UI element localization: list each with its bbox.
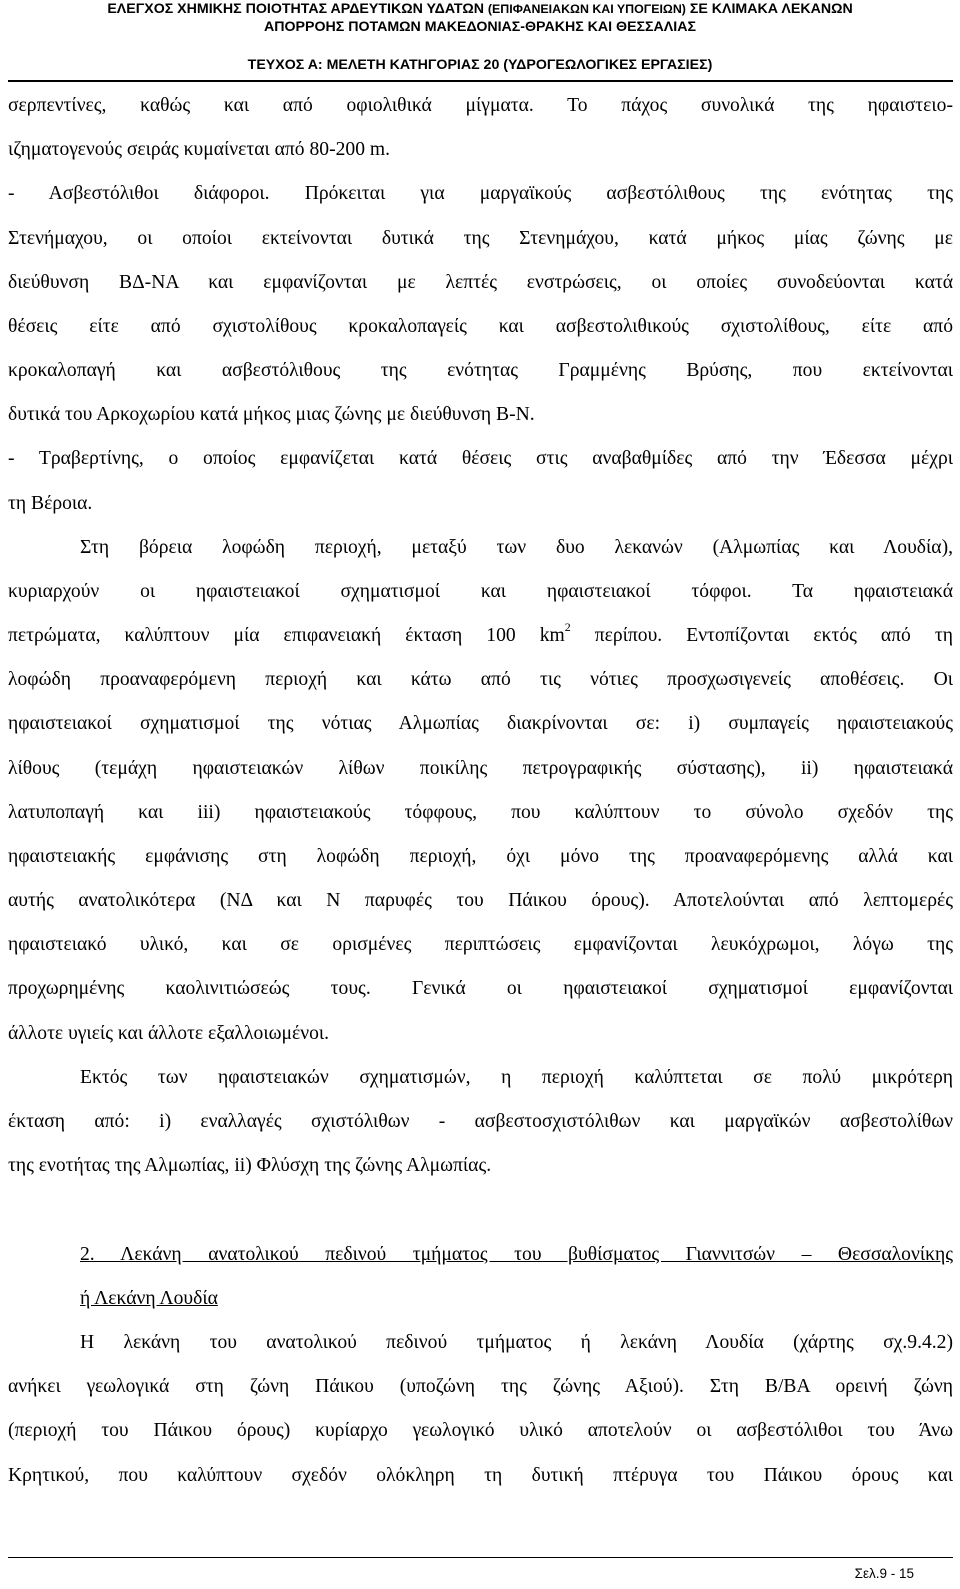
paragraph-first-line: Η λεκάνη του ανατολικού πεδινού τμήματος ή λεκάνη Λουδία (χάρτης σχ.9.4.2) [80, 1332, 953, 1353]
paragraph-first-line: Εκτός των ηφαιστειακών σχηματισμών, η περιοχή καλύπτεται σε πολύ μικρότερη [80, 1067, 953, 1088]
text-line: ανήκει γεωλογικά στη ζώνη Πάικου (υποζώνη της ζώνης Αξιού). Στη Β/ΒΑ ορεινή ζώνη [8, 1376, 953, 1397]
text-line: λατυποπαγή και iii) ηφαιστειακούς τόφφους, που καλύπτουν το σύνολο σχεδόν της [8, 802, 953, 823]
paragraph-first-line: Στη βόρεια λοφώδη περιοχή, μεταξύ των δυο λεκανών (Αλμωπίας και Λουδία), [80, 537, 953, 558]
text-line: σερπεντίνες, καθώς και από οφιολιθικά μίγματα. Το πάχος συνολικά της ηφαιστειο- [8, 95, 953, 116]
header-volume-line: ΤΕΥΧΟΣ Α: ΜΕΛΕΤΗ ΚΑΤΗΓΟΡΙΑΣ 20 (ΥΔΡΟΓΕΩΛΟΓΙΚΕΣ ΕΡΓΑΣΙΕΣ) [247, 57, 713, 73]
text-line: αυτής ανατολικότερα (ΝΔ και Ν παρυφές του Πάικου όρους). Αποτελούνται από λεπτομερές [8, 890, 953, 911]
section-heading-cont: ή Λεκάνη Λουδία [80, 1288, 218, 1309]
text-line: ηφαιστειακοί σχηματισμοί της νότιας Αλμωπίας διακρίνονται σε: i) συμπαγείς ηφαιστειακούς [8, 713, 953, 734]
text-line: Κρητικού, που καλύπτουν σχεδόν ολόκληρη τη δυτική πτέρυγα του Πάικου όρους και [8, 1465, 953, 1486]
text-line: ηφαιστειακής εμφάνισης στη λοφώδη περιοχή, όχι μόνο της προαναφερόμενης αλλά και [8, 846, 953, 867]
text-line: έκταση από: i) εναλλαγές σχιστόλιθων - ασβεστοσχιστόλιθων και μαργαϊκών ασβεστολίθων [8, 1111, 953, 1132]
text-line: ιζηματογενούς σειράς κυμαίνεται από 80-200 m. [8, 139, 391, 160]
text-line: δυτικά του Αρκοχωρίου κατά μήκος μιας ζώνης με διεύθυνση Β-Ν. [8, 404, 535, 425]
text-line-with-superscript: πετρώματα, καλύπτουν μία επιφανειακή έκταση 100 $km^2$ περίπου. Εντοπίζονται εκτός από τη [8, 620, 953, 646]
text-line: της ενοτήτας της Αλμωπίας, ii) Φλύσχη της ζώνης Αλμωπίας. [8, 1155, 492, 1176]
header-divider [8, 80, 953, 82]
text-line: προχωρημένης καολινιτιώσεώς τους. Γενικά οι ηφαιστειακοί σχηματισμοί εμφανίζονται [8, 978, 953, 999]
text-line: λοφώδη προαναφερόμενη περιοχή και κάτω από τις νότιες προσχωσιγενείς αποθέσεις. Οι [8, 669, 953, 690]
page-number: Σελ.9 - 15 [854, 1566, 914, 1581]
text-line: ηφαιστειακό υλικό, και σε ορισμένες περιπτώσεις εμφανίζονται λευκόχρωμοι, λόγω της [8, 934, 953, 955]
text-line: κυριαρχούν οι ηφαιστειακοί σχηματισμοί και ηφαιστειακοί τόφφοι. Τα ηφαιστειακά [8, 581, 953, 602]
text-line: λίθους (τεμάχη ηφαιστειακών λίθων ποικίλης πετρογραφικής σύστασης), ii) ηφαιστειακά [8, 758, 953, 779]
text-line: - Τραβερτίνης, ο οποίος εμφανίζεται κατά θέσεις στις αναβαθμίδες από την Έδεσσα μέχρι [8, 448, 953, 469]
text-line: - Ασβεστόλιθοι διάφοροι. Πρόκειται για μαργαϊκούς ασβεστόλιθους της ενότητας της [8, 183, 953, 204]
text-line: κροκαλοπαγή και ασβεστόλιθους της ενότητας Γραμμένης Βρύσης, που εκτείνονται [8, 360, 953, 381]
footer-divider [8, 1557, 953, 1558]
header-title-line1: ΕΛΕΓΧΟΣ ΧΗΜΙΚΗΣ ΠΟΙΟΤΗΤΑΣ ΑΡΔΕΥΤΙΚΩΝ ΥΔΑΤΩΝ (ΕΠΙΦΑΝΕΙΑΚΩΝ ΚΑΙ ΥΠΟΓΕΙΩΝ) ΣΕ ΚΛΙΜΑΚΑ ΛΕΚΑΝΩΝ [107, 1, 853, 17]
header-title-line2: ΑΠΟΡΡΟΗΣ ΠΟΤΑΜΩΝ ΜΑΚΕΔΟΝΙΑΣ-ΘΡΑΚΗΣ ΚΑΙ ΘΕΣΣΑΛΙΑΣ [264, 19, 696, 35]
text-line: τη Βέροια. [8, 493, 93, 514]
text-line: διεύθυνση ΒΔ-ΝΑ και εμφανίζονται με λεπτές ενστρώσεις, οι οποίες συνοδεύονται κατά [8, 272, 953, 293]
text-line: (περιοχή του Πάικου όρους) κυρίαρχο γεωλογικό υλικό αποτελούν οι ασβεστόλιθοι του Άνω [8, 1420, 953, 1441]
section-heading: 2. Λεκάνη ανατολικού πεδινού τμήματος του βυθίσματος Γιαννιτσών – Θεσσαλονίκης [80, 1244, 953, 1265]
text-line: θέσεις είτε από σχιστολίθους κροκαλοπαγείς και ασβεστολιθικούς σχιστολίθους, είτε από [8, 316, 953, 337]
text-line: Στενήμαχου, οι οποίοι εκτείνονται δυτικά της Στενημάχου, κατά μήκος μίας ζώνης με [8, 228, 953, 249]
text-line: άλλοτε υγιείς και άλλοτε εξαλλοιωμένοι. [8, 1023, 330, 1044]
superscript: 2 [564, 620, 571, 635]
